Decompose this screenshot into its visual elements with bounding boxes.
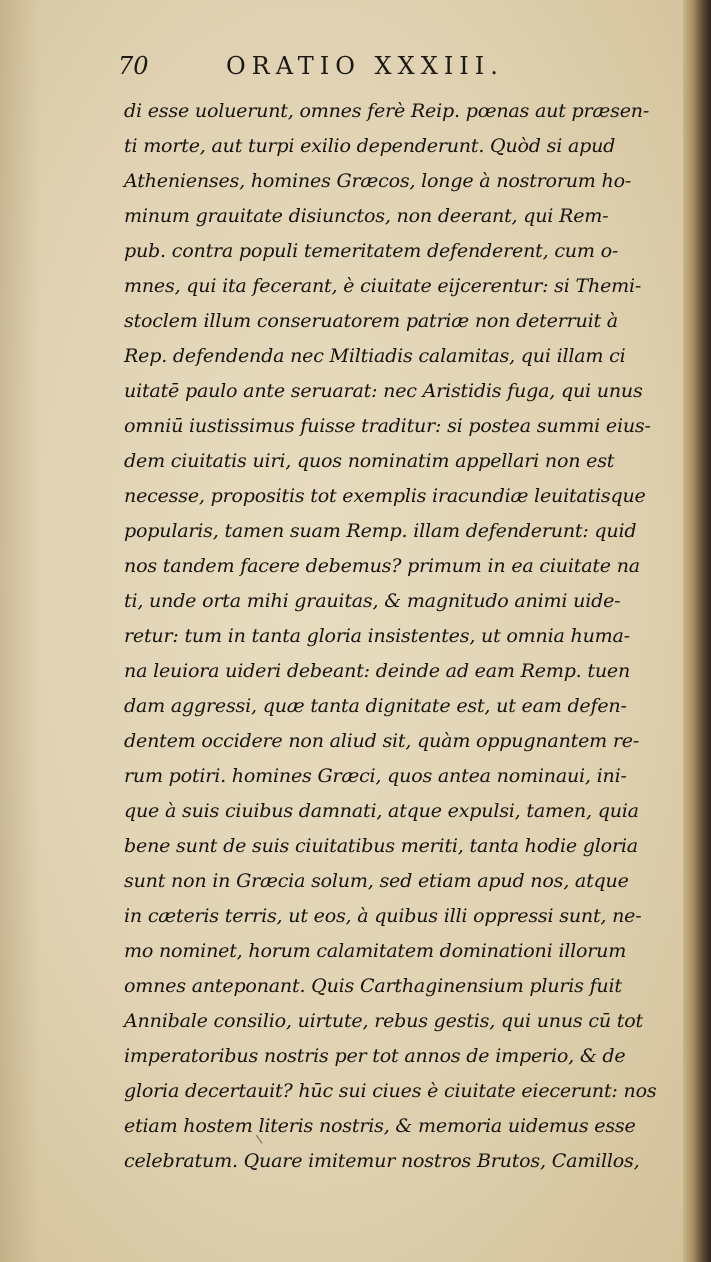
text-line: ti morte, aut turpi exilio dependerunt. Quòd si apud <box>124 135 616 157</box>
text-line: que à suis ciuibus damnati, atque expulsi, tamen, quia <box>124 800 639 822</box>
running-title: ORATIO XXXIII. <box>226 52 504 80</box>
text-line: pub. contra populi temeritatem defenderent, cum o- <box>124 240 619 262</box>
text-line: na leuiora uideri debeant: deinde ad eam Remp. tuen <box>124 660 631 682</box>
text-line: retur: tum in tanta gloria insistentes, ut omnia huma- <box>124 625 630 647</box>
page-number: 70 <box>118 52 149 80</box>
text-line: sunt non in Græcia solum, sed etiam apud nos, atque <box>124 870 629 892</box>
body-text <box>124 94 684 1179</box>
page-header <box>118 52 658 92</box>
text-line: minum grauitate disiunctos, non deerant, qui Rem- <box>124 205 609 227</box>
page-edge-shadow <box>0 0 40 1262</box>
text-line: di esse uoluerunt, omnes ferè Reip. pœnas aut præsen- <box>124 100 650 122</box>
text-line: dam aggressi, quæ tanta dignitate est, ut eam defen- <box>124 695 627 717</box>
text-line: necesse, propositis tot exemplis iracundiæ leuitatisque <box>124 485 646 507</box>
text-line: ti, unde orta mihi grauitas, & magnitudo animi uide- <box>124 590 621 612</box>
text-line: dentem occidere non aliud sit, quàm oppugnantem re- <box>124 730 640 752</box>
text-line: in cæteris terris, ut eos, à quibus illi oppressi sunt, ne- <box>124 905 642 927</box>
text-line: popularis, tamen suam Remp. illam defenderunt: quid <box>124 520 637 542</box>
text-line: omniū iustissimus fuisse traditur: si postea summi eius- <box>124 415 651 437</box>
text-line: omnes anteponant. Quis Carthaginensium pluris fuit <box>124 975 622 997</box>
text-line: imperatoribus nostris per tot annos de imperio, & de <box>124 1045 626 1067</box>
text-line: gloria decertauit? hūc sui ciues è ciuitate eiecerunt: nos <box>124 1080 657 1102</box>
text-line: dem ciuitatis uiri, quos nominatim appellari non est <box>124 450 615 472</box>
text-line: mo nominet, horum calamitatem dominationi illorum <box>124 940 627 962</box>
text-line: stoclem illum conseruatorem patriæ non deterruit à <box>124 310 618 332</box>
book-gutter <box>683 0 711 1262</box>
text-line: bene sunt de suis ciuitatibus meriti, tanta hodie gloria <box>124 835 638 857</box>
text-line: rum potiri. homines Græci, quos antea nominaui, ini- <box>124 765 627 787</box>
text-line: celebratum. Quare imitemur nostros Brutos, Camillos, <box>124 1150 640 1172</box>
text-line: mnes, qui ita fecerant, è ciuitate eijcerentur: si Themi- <box>124 275 642 297</box>
text-line: etiam hostem literis nostris, & memoria uidemus esse <box>124 1115 636 1137</box>
text-line: Rep. defendenda nec Miltiadis calamitas, qui illam ci <box>124 345 626 367</box>
text-line: Annibale consilio, uirtute, rebus gestis, qui unus cū tot <box>124 1010 643 1032</box>
text-line: uitatē paulo ante seruarat: nec Aristidis fuga, qui unus <box>124 380 643 402</box>
text-line: Athenienses, homines Græcos, longe à nostrorum ho- <box>124 170 632 192</box>
text-line: nos tandem facere debemus? primum in ea ciuitate na <box>124 555 640 577</box>
